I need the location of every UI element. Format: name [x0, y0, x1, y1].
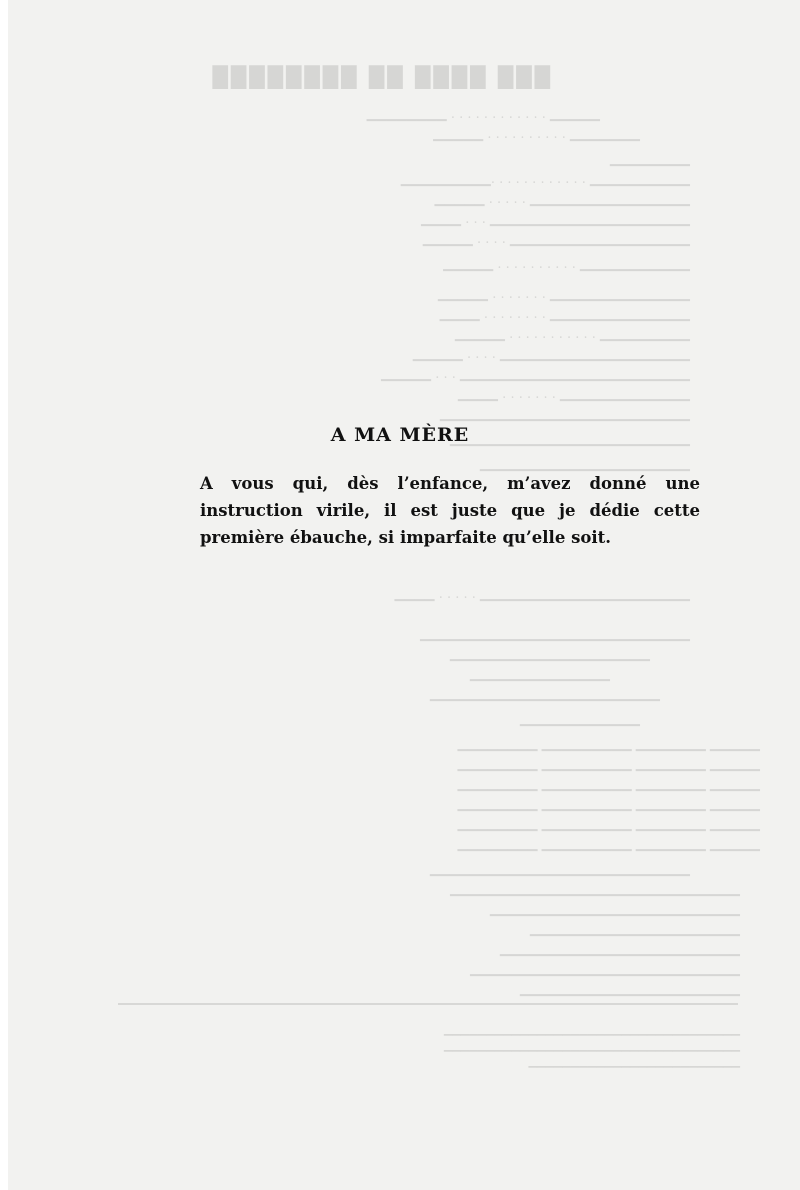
dedication-text: A vous qui, dès l’enfance, m’avez donné une instruction virile, il est juste que je dédie cette première ébauche, si imparfaite qu’elle soit. [200, 474, 700, 547]
bleed-through-texture: ███ ████ ██ ████████ ▁▁▁▁▁ . . . . . . . . . . . . ▁▁▁▁▁▁▁▁ ▁▁▁▁▁▁▁ . . . . . . . . . . ▁▁▁▁▁ ▁▁▁▁▁▁▁▁ ▁▁▁▁▁▁▁▁▁▁ . . . . . . . . . . . .▁▁▁▁▁▁▁▁▁ ▁▁▁▁▁▁▁▁▁▁▁▁▁▁▁▁ . . . . . ▁▁▁▁▁ ▁▁▁▁▁▁▁▁▁▁▁▁▁▁▁▁▁▁▁▁ . . . ▁▁▁▁ ▁▁▁▁▁▁▁▁▁▁▁▁▁▁▁▁▁▁ . . . . ▁▁▁▁▁ ▁▁▁▁▁▁▁▁▁▁▁ . . . . . . . . . . ▁▁▁▁▁ ▁▁▁▁▁▁▁▁▁▁▁▁▁▁ . . . . . . . ▁▁▁▁▁ ▁▁▁▁▁▁▁▁▁▁▁▁▁▁ . . . . . . . . ▁▁▁▁ ▁▁▁▁▁▁▁▁▁ . . . . . . . . . . . ▁▁▁▁▁ ▁▁▁▁▁▁▁▁▁▁▁▁▁▁▁▁▁▁▁ . . . . ▁▁▁▁▁ ▁▁▁▁▁▁▁▁▁▁▁▁▁▁▁▁▁▁▁▁▁▁▁ . . . ▁▁▁▁▁ ▁▁▁▁▁▁▁▁▁▁▁▁▁ . . . . . . . ▁▁▁▁ ▁▁▁▁▁▁▁▁▁▁▁▁▁▁▁▁▁▁▁▁▁▁▁▁▁ ▁▁▁▁▁▁▁▁▁▁▁▁▁▁▁▁▁▁▁▁▁▁▁▁ ▁▁▁▁▁▁▁▁▁▁▁▁▁▁▁▁▁▁▁▁▁ ▁▁▁▁▁▁▁▁▁▁▁▁▁▁▁▁▁▁▁▁▁ . . . . . ▁▁▁▁ ▁▁▁▁▁▁▁▁▁▁▁▁▁▁▁▁▁▁▁▁▁▁▁▁▁▁▁ ▁▁▁▁▁▁▁▁▁▁▁▁▁▁▁▁▁▁▁▁ ▁▁▁▁▁▁▁▁▁▁▁▁▁▁ ▁▁▁▁▁▁▁▁▁▁▁▁▁▁▁▁▁▁▁▁▁▁▁ ▁▁▁▁▁▁▁▁▁▁▁▁ ▁▁▁▁▁ ▁▁▁▁▁▁▁ ▁▁▁▁▁▁▁▁▁ ▁▁▁▁▁▁▁▁ ▁▁▁▁▁ ▁▁▁▁▁▁▁ ▁▁▁▁▁▁▁▁▁ ▁▁▁▁▁▁▁▁ ▁▁▁▁▁ ▁▁▁▁▁▁▁ ▁▁▁▁▁▁▁▁▁ ▁▁▁▁▁▁▁▁ ▁▁▁▁▁ ▁▁▁▁▁▁▁ ▁▁▁▁▁▁▁▁▁ ▁▁▁▁▁▁▁▁ ▁▁▁▁▁ ▁▁▁▁▁▁▁ ▁▁▁▁▁▁▁▁▁ ▁▁▁▁▁▁▁▁ ▁▁▁▁▁ ▁▁▁▁▁▁▁ ▁▁▁▁▁▁▁▁▁ ▁▁▁▁▁▁▁▁ ▁▁▁▁▁▁▁▁▁▁▁▁▁▁▁▁▁▁▁▁▁▁▁▁▁▁ ▁▁▁▁▁▁▁▁▁▁▁▁▁▁▁▁▁▁▁▁▁▁▁▁▁▁▁▁▁ ▁▁▁▁▁▁▁▁▁▁▁▁▁▁▁▁▁▁▁▁▁▁▁▁▁ ▁▁▁▁▁▁▁▁▁▁▁▁▁▁▁▁▁▁▁▁▁ ▁▁▁▁▁▁▁▁▁▁▁▁▁▁▁▁▁▁▁▁▁▁▁▁ ▁▁▁▁▁▁▁▁▁▁▁▁▁▁▁▁▁▁▁▁▁▁▁▁▁▁▁ ▁▁▁▁▁▁▁▁▁▁▁▁▁▁▁▁▁▁▁▁▁▁ ▁▁▁▁▁▁▁▁▁▁▁▁▁▁▁▁▁▁▁▁▁▁▁▁▁▁▁▁▁▁▁▁▁▁▁ ▁▁▁▁▁▁▁▁▁▁▁▁▁▁▁▁▁▁▁▁▁▁▁▁▁▁▁▁▁▁▁▁▁▁▁ ▁▁▁▁▁▁▁▁▁▁▁▁▁▁▁▁▁▁▁▁▁▁▁▁▁ [209, 65, 760, 1068]
dedication-heading: A MA MÈRE [330, 424, 470, 446]
